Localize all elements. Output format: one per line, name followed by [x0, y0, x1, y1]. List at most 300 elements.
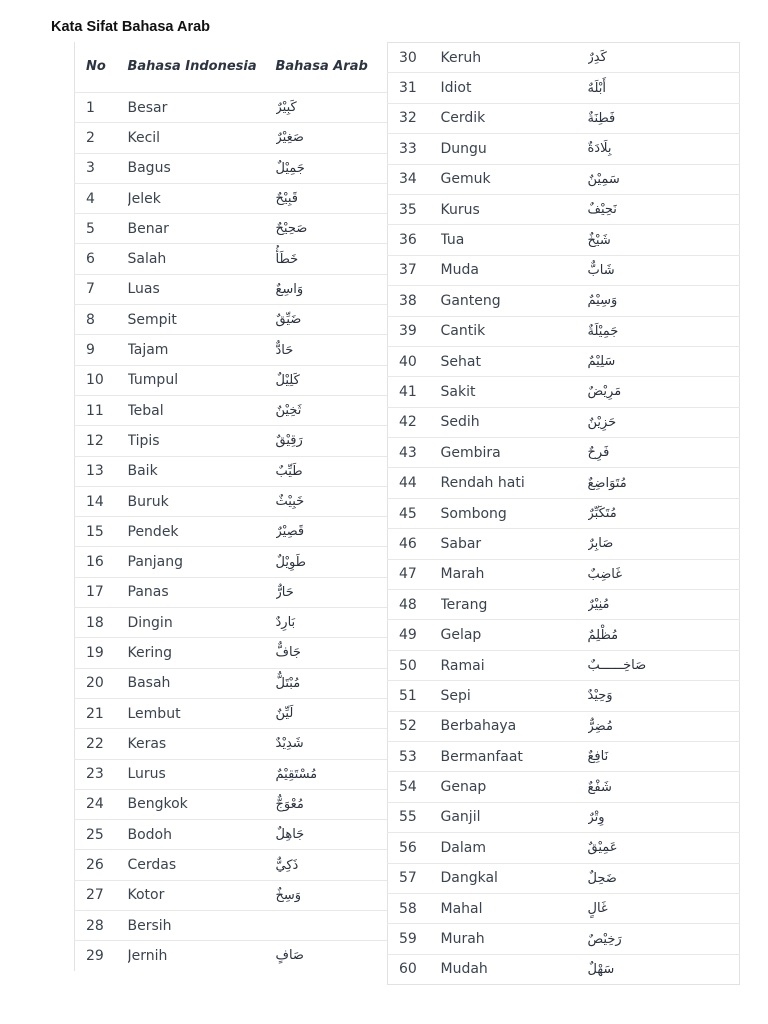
row-number-text: 6 — [86, 251, 95, 268]
row-number-text: 25 — [86, 826, 104, 843]
table-body-left — [75, 93, 387, 971]
row-number-text: 10 — [86, 372, 104, 389]
table-row — [388, 286, 740, 316]
row-number — [388, 650, 441, 680]
arabic-word-text: صَافٍ — [275, 948, 304, 964]
row-number — [75, 608, 128, 638]
arabic-word-text: مُضِرٌّ — [587, 718, 613, 734]
arabic-word-text: كَلِيْلٌ — [275, 372, 300, 388]
indonesian-word-text: Dingin — [127, 614, 173, 631]
arabic-word-text: جَافٌّ — [275, 645, 301, 661]
arabic-word-text: غَالٍ — [587, 901, 608, 917]
indonesian-word — [128, 547, 276, 577]
indonesian-word-text: Ganjil — [440, 809, 481, 826]
row-number — [388, 893, 441, 923]
arabic-word — [276, 426, 387, 456]
indonesian-word-text: Bengkok — [127, 796, 188, 813]
row-number — [388, 468, 441, 498]
row-number — [75, 517, 128, 547]
arabic-word — [276, 93, 387, 123]
row-number — [388, 741, 441, 771]
table-row — [388, 346, 740, 376]
indonesian-word — [441, 164, 588, 194]
arabic-word-text: أَبْلَهٌ — [587, 80, 607, 96]
row-number-text: 28 — [86, 917, 104, 934]
arabic-word — [588, 620, 740, 650]
indonesian-word-text: Cerdas — [127, 857, 177, 874]
arabic-word — [276, 335, 387, 365]
arabic-word — [276, 395, 387, 425]
table-row — [75, 517, 387, 547]
arabic-word — [276, 759, 387, 789]
row-number-text: 60 — [399, 961, 417, 978]
row-number — [75, 365, 128, 395]
indonesian-word — [128, 668, 276, 698]
row-number-text: 44 — [399, 475, 417, 492]
indonesian-word — [441, 73, 588, 103]
indonesian-word — [441, 286, 588, 316]
table-row — [75, 911, 387, 941]
row-number-text: 20 — [86, 675, 104, 692]
row-number — [388, 498, 441, 528]
arabic-word — [588, 954, 740, 984]
table-row — [388, 590, 740, 620]
row-number — [75, 456, 128, 486]
indonesian-word-text: Mahal — [440, 900, 483, 917]
indonesian-word — [128, 638, 276, 668]
row-number — [388, 590, 441, 620]
arabic-word — [588, 164, 740, 194]
arabic-word-text: مُبْتَلٌّ — [275, 675, 301, 691]
arabic-word — [276, 698, 387, 728]
row-number — [75, 486, 128, 516]
row-number-text: 27 — [86, 887, 104, 904]
arabic-word-text: ضَحِلٌ — [587, 870, 617, 886]
arabic-word-text: وَسِخٌ — [275, 887, 302, 903]
indonesian-word-text: Panjang — [127, 554, 183, 571]
arabic-word-text: لَيِّنٌ — [275, 706, 294, 722]
row-number — [75, 305, 128, 335]
arabic-word-text: مُنِيْرٌ — [587, 597, 610, 613]
table-row — [388, 559, 740, 589]
row-number-text: 3 — [86, 160, 95, 177]
arabic-word — [276, 547, 387, 577]
row-number-text: 37 — [399, 262, 417, 279]
indonesian-word — [128, 850, 276, 880]
row-number — [388, 103, 441, 133]
row-number — [388, 377, 441, 407]
indonesian-word-text: Mudah — [440, 961, 488, 978]
table-row — [388, 43, 740, 73]
arabic-word-text: وَاسِعٌ — [275, 281, 304, 297]
header-no: No — [86, 59, 106, 74]
row-number — [388, 924, 441, 954]
row-number — [388, 316, 441, 346]
arabic-word — [588, 772, 740, 802]
indonesian-word — [128, 244, 276, 274]
table-row — [388, 741, 740, 771]
indonesian-word — [128, 759, 276, 789]
row-number-text: 12 — [86, 432, 104, 449]
arabic-word-text: ثَخِيْنٌ — [275, 403, 302, 419]
table-row — [75, 183, 387, 213]
row-number-text: 42 — [399, 414, 417, 431]
indonesian-word-text: Keras — [127, 735, 167, 752]
indonesian-word — [441, 802, 588, 832]
table-row — [388, 620, 740, 650]
indonesian-word-text: Kotor — [127, 887, 165, 904]
indonesian-word-text: Dangkal — [440, 870, 498, 887]
table-row — [75, 941, 387, 971]
arabic-word-text: نَحِيْفٌ — [587, 202, 617, 218]
table-row — [388, 863, 740, 893]
table-row — [75, 789, 387, 819]
arabic-word — [276, 517, 387, 547]
indonesian-word — [128, 517, 276, 547]
indonesian-word-text: Ramai — [440, 657, 485, 674]
row-number-text: 52 — [399, 718, 417, 735]
table-row — [388, 134, 740, 164]
arabic-word-text: مُظْلِمٌ — [587, 627, 619, 643]
indonesian-word-text: Kering — [127, 644, 173, 661]
table-row — [75, 214, 387, 244]
indonesian-word-text: Cerdik — [440, 110, 486, 127]
row-number — [75, 395, 128, 425]
table-row — [75, 729, 387, 759]
indonesian-word — [441, 468, 588, 498]
arabic-word — [588, 711, 740, 741]
row-number-text: 4 — [86, 190, 95, 207]
arabic-word-text: صَحِيْحٌ — [275, 221, 308, 237]
indonesian-word — [441, 711, 588, 741]
arabic-word-text: مُتَوَاضِعٌ — [587, 475, 627, 491]
row-number-text: 40 — [399, 353, 417, 370]
indonesian-word — [441, 863, 588, 893]
indonesian-word — [128, 820, 276, 850]
table-row — [75, 850, 387, 880]
arabic-word-text: وَسِيْمٌ — [587, 293, 618, 309]
arabic-word-text: صَابِرٌ — [587, 536, 614, 552]
arabic-word — [588, 225, 740, 255]
row-number-text: 2 — [86, 129, 95, 146]
row-number-text: 43 — [399, 444, 417, 461]
indonesian-word-text: Dungu — [440, 140, 487, 157]
indonesian-word — [128, 305, 276, 335]
arabic-word-text: شَابٌّ — [587, 262, 615, 278]
row-number — [75, 123, 128, 153]
row-number — [75, 638, 128, 668]
row-number-text: 46 — [399, 535, 417, 552]
indonesian-word-text: Sempit — [127, 311, 177, 328]
table-header-row — [75, 42, 387, 93]
indonesian-word — [441, 103, 588, 133]
table-row — [388, 498, 740, 528]
arabic-word — [588, 316, 740, 346]
arabic-word — [276, 577, 387, 607]
header-arabic: Bahasa Arab — [275, 59, 368, 74]
row-number — [75, 941, 128, 971]
arabic-word — [276, 638, 387, 668]
row-number — [388, 286, 441, 316]
arabic-word-text: مَرِيْضٌ — [587, 384, 622, 400]
arabic-word — [588, 194, 740, 224]
table-row — [388, 802, 740, 832]
table-row — [388, 73, 740, 103]
indonesian-word-text: Berbahaya — [440, 718, 517, 735]
arabic-word-text: مُسْتَقِيْمٌ — [275, 766, 318, 782]
indonesian-word-text: Kecil — [127, 129, 161, 146]
row-number-text: 39 — [399, 323, 417, 340]
indonesian-word-text: Bodoh — [127, 826, 172, 843]
row-number-text: 9 — [86, 342, 95, 359]
indonesian-word — [441, 741, 588, 771]
row-number-text: 17 — [86, 584, 104, 601]
table-body-right — [388, 43, 740, 985]
row-number-text: 13 — [86, 463, 104, 480]
table-row — [388, 529, 740, 559]
indonesian-word — [441, 316, 588, 346]
arabic-word — [588, 833, 740, 863]
arabic-word-text: حَادٌّ — [275, 342, 294, 358]
table-row — [75, 608, 387, 638]
arabic-word-text: طَوِيْلٌ — [275, 554, 307, 570]
row-number-text: 58 — [399, 900, 417, 917]
indonesian-word-text: Rendah hati — [440, 475, 525, 492]
row-number-text: 8 — [86, 311, 95, 328]
row-number-text: 23 — [86, 766, 104, 783]
arabic-word-text: كَدِرٌ — [587, 50, 607, 66]
arabic-word — [276, 850, 387, 880]
arabic-word — [276, 365, 387, 395]
row-number — [75, 698, 128, 728]
indonesian-word — [441, 225, 588, 255]
arabic-word-text: شَدِيْدٌ — [275, 736, 304, 752]
arabic-word — [588, 255, 740, 285]
table-row — [75, 698, 387, 728]
arabic-word — [588, 681, 740, 711]
arabic-word — [588, 134, 740, 164]
row-number — [75, 759, 128, 789]
row-number-text: 49 — [399, 627, 417, 644]
arabic-word — [276, 668, 387, 698]
row-number-text: 36 — [399, 232, 417, 249]
table-row — [75, 274, 387, 304]
row-number — [388, 225, 441, 255]
indonesian-word-text: Lembut — [127, 705, 181, 722]
row-number-text: 7 — [86, 281, 95, 298]
table-row — [75, 426, 387, 456]
row-number-text: 31 — [399, 80, 417, 97]
indonesian-word-text: Sakit — [440, 383, 476, 400]
indonesian-word — [128, 183, 276, 213]
row-number — [75, 93, 128, 123]
arabic-word-text: صَغِيْرٌ — [275, 130, 304, 146]
arabic-word-text: بَارِدٌ — [275, 615, 296, 631]
row-number-text: 38 — [399, 292, 417, 309]
indonesian-word — [441, 924, 588, 954]
row-number — [75, 577, 128, 607]
arabic-word — [588, 43, 740, 73]
row-number — [75, 244, 128, 274]
arabic-word — [276, 274, 387, 304]
arabic-word — [276, 729, 387, 759]
arabic-word — [276, 911, 387, 941]
row-number — [388, 438, 441, 468]
indonesian-word-text: Bersih — [127, 917, 172, 934]
indonesian-word — [128, 486, 276, 516]
arabic-word — [276, 820, 387, 850]
indonesian-word-text: Sabar — [440, 535, 482, 552]
arabic-word — [276, 608, 387, 638]
indonesian-word-text: Gelap — [440, 627, 482, 644]
row-number — [388, 620, 441, 650]
arabic-word-text: قَبِيْحٌ — [275, 191, 298, 207]
indonesian-word-text: Dalam — [440, 839, 486, 856]
row-number-text: 50 — [399, 657, 417, 674]
row-number — [75, 547, 128, 577]
indonesian-word-text: Jelek — [127, 190, 161, 207]
arabic-word — [276, 153, 387, 183]
table-row — [388, 468, 740, 498]
arabic-word-text: جَاهِلٌ — [275, 827, 305, 843]
arabic-word-text: ذَكِيٌّ — [275, 857, 299, 873]
row-number — [388, 772, 441, 802]
indonesian-word-text: Tajam — [127, 342, 169, 359]
arabic-word-text: طَيِّبٌ — [275, 463, 303, 479]
row-number — [75, 183, 128, 213]
table-row — [388, 407, 740, 437]
row-number-text: 1 — [86, 99, 95, 116]
row-number-text: 53 — [399, 748, 417, 765]
table-row — [75, 547, 387, 577]
row-number — [75, 850, 128, 880]
arabic-word — [276, 123, 387, 153]
vocabulary-table-left — [74, 42, 387, 971]
indonesian-word-text: Tipis — [127, 432, 160, 449]
row-number — [388, 954, 441, 984]
row-number-text: 18 — [86, 614, 104, 631]
table-row — [75, 668, 387, 698]
arabic-word — [588, 529, 740, 559]
indonesian-word-text: Buruk — [127, 493, 169, 510]
row-number — [388, 407, 441, 437]
indonesian-word — [441, 893, 588, 923]
arabic-word-text: سَلِيْمٌ — [587, 354, 616, 370]
indonesian-word — [441, 134, 588, 164]
arabic-word — [588, 802, 740, 832]
arabic-word — [276, 244, 387, 274]
indonesian-word — [128, 93, 276, 123]
indonesian-word — [441, 833, 588, 863]
table-row — [75, 456, 387, 486]
row-number-text: 33 — [399, 140, 417, 157]
table-row — [75, 335, 387, 365]
table-row — [388, 377, 740, 407]
indonesian-word-text: Sombong — [440, 505, 507, 522]
row-number — [75, 729, 128, 759]
row-number — [388, 681, 441, 711]
indonesian-word — [441, 255, 588, 285]
arabic-word-text: مُتَكَبِّرٌ — [587, 506, 617, 522]
row-number — [75, 426, 128, 456]
vocabulary-table-right — [387, 42, 740, 985]
table-row — [75, 577, 387, 607]
arabic-word — [588, 924, 740, 954]
row-number-text: 26 — [86, 857, 104, 874]
indonesian-word-text: Benar — [127, 220, 169, 237]
arabic-word-text: جَمِيْلٌ — [275, 160, 305, 176]
arabic-word-text: وِتْرٌ — [587, 809, 605, 825]
arabic-word — [276, 456, 387, 486]
arabic-word — [276, 183, 387, 213]
indonesian-word — [128, 577, 276, 607]
table-row — [388, 954, 740, 984]
table-row — [388, 225, 740, 255]
row-number-text: 22 — [86, 735, 104, 752]
table-row — [388, 681, 740, 711]
indonesian-word — [441, 681, 588, 711]
indonesian-word — [441, 346, 588, 376]
row-number-text: 45 — [399, 505, 417, 522]
table-row — [75, 93, 387, 123]
row-number-text: 47 — [399, 566, 417, 583]
indonesian-word-text: Muda — [440, 262, 479, 279]
arabic-word-text: غَاضِبٌ — [587, 566, 623, 582]
indonesian-word — [128, 274, 276, 304]
arabic-word-text: خَطَأٌ — [275, 251, 299, 267]
indonesian-word — [128, 365, 276, 395]
row-number — [388, 194, 441, 224]
arabic-word-text: فَطِنَةٌ — [587, 110, 616, 126]
indonesian-word-text: Salah — [127, 251, 167, 268]
row-number — [75, 820, 128, 850]
indonesian-word-text: Basah — [127, 675, 171, 692]
indonesian-word-text: Pendek — [127, 523, 179, 540]
table-row — [388, 833, 740, 863]
arabic-word-text: ضَيِّقٌ — [275, 312, 302, 328]
arabic-word — [588, 73, 740, 103]
row-number-text: 11 — [86, 402, 104, 419]
arabic-word — [276, 789, 387, 819]
arabic-word-text: حَارٌّ — [275, 584, 294, 600]
arabic-word — [588, 498, 740, 528]
arabic-word-text: كَبِيْرٌ — [275, 100, 297, 116]
row-number — [75, 153, 128, 183]
indonesian-word-text: Sepi — [440, 687, 471, 704]
indonesian-word-text: Gembira — [440, 444, 501, 461]
row-number — [388, 255, 441, 285]
table-row — [388, 164, 740, 194]
indonesian-word-text: Kurus — [440, 201, 480, 218]
table-row — [388, 711, 740, 741]
row-number — [388, 73, 441, 103]
arabic-word-text: حَزِيْنٌ — [587, 414, 617, 430]
table-row — [75, 820, 387, 850]
indonesian-word-text: Murah — [440, 931, 485, 948]
indonesian-word — [128, 123, 276, 153]
arabic-word — [276, 941, 387, 971]
arabic-word-text: عَمِيْقٌ — [587, 840, 618, 856]
arabic-word-text: شَيْخٌ — [587, 232, 611, 248]
indonesian-word — [128, 789, 276, 819]
table-row — [388, 650, 740, 680]
table-row — [75, 395, 387, 425]
indonesian-word-text: Tumpul — [127, 372, 179, 389]
arabic-word-text: رَقِيْقٌ — [275, 433, 303, 449]
indonesian-word-text: Genap — [440, 779, 487, 796]
arabic-word-text: قَصِيْرٌ — [275, 524, 305, 540]
row-number-text: 30 — [399, 49, 417, 66]
